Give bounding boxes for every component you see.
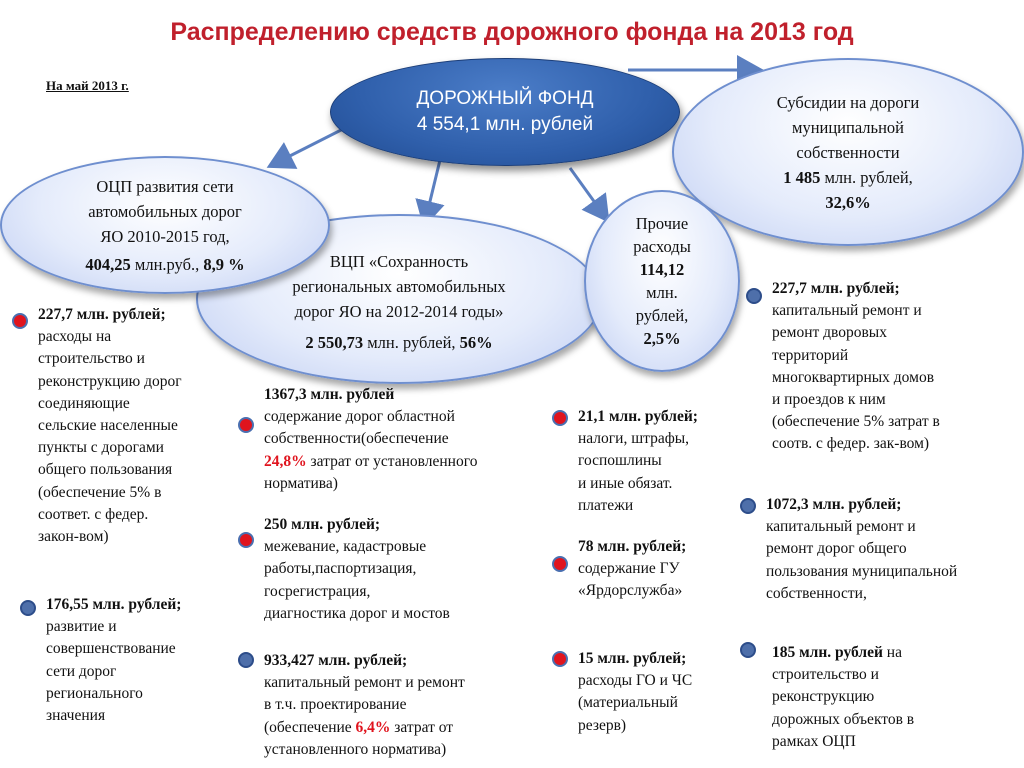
subsidy-item-1-line: и проездов к ним [772, 391, 886, 409]
middle-item-1-line: собственности(обеспечение [264, 430, 449, 448]
vcp-percent: 56% [459, 333, 493, 352]
left-item-1-line: реконструкцию дорог [38, 372, 182, 390]
middle-item-2-amount: 250 млн. рублей; [264, 516, 381, 533]
ocp-line2: автомобильных дорог [88, 201, 242, 221]
middle-item-2-line: работы,паспортизация, [264, 560, 417, 578]
subsidy-item-1-line: капитальный ремонт и [772, 302, 922, 320]
subsidy-item-2-amount: 1072,3 млн. рублей; [766, 496, 902, 513]
middle-item-3 [264, 650, 465, 761]
other-amount: 114,12 [639, 260, 685, 279]
other-item-1 [578, 406, 698, 517]
other-line2: расходы [633, 237, 691, 256]
bullet-blue-dot [740, 498, 756, 514]
subsidy-amount: 1 485 [783, 167, 821, 187]
left-item-2-line: значения [46, 707, 106, 725]
left-item-2-amount: 176,55 млн. рублей; [46, 596, 182, 613]
subsidy-percent: 32,6% [825, 192, 871, 212]
vcp-line2: региональных автомобильных [292, 277, 506, 296]
bullet-blue-dot [238, 652, 254, 668]
subsidy-item-1-line: (обеспечение 5% затрат в [772, 413, 940, 431]
arrow-to-ocp [272, 128, 345, 165]
subsidy-item-2 [766, 494, 957, 605]
subsidy-item-2-line: капитальный ремонт и [766, 518, 916, 536]
subsidy-item-3-line: дорожных объектов в [772, 710, 915, 728]
ocp-line1: ОЦП развития сети [96, 176, 234, 196]
left-item-1-line: общего пользования [38, 461, 173, 479]
other-item-2-line: содержание ГУ [578, 560, 680, 578]
road-fund-amount: 4 554,1 млн. рублей [416, 114, 594, 135]
bullet-blue-dot [20, 600, 36, 616]
other-item-3-amount: 15 млн. рублей; [578, 650, 687, 667]
other-item-1-line: налоги, штрафы, [578, 430, 690, 448]
road-fund-ellipse [330, 58, 680, 166]
subsidy-item-2-line: ремонт дорог общего [766, 540, 907, 558]
middle-item-1-line: норматива) [264, 474, 338, 492]
vcp-line1: ВЦП «Сохранность [329, 252, 469, 271]
other-item-2 [578, 536, 686, 603]
ocp-unit: млн.руб., [130, 254, 204, 274]
middle-item-2-line: диагностика дорог и мостов [264, 604, 450, 622]
left-item-1-line: строительство и [38, 350, 145, 368]
left-item-1-line: (обеспечение 5% в [38, 483, 162, 501]
middle-item-3-line: в т.ч. проектирование [264, 696, 407, 714]
middle-item-3-line: затрат от [390, 718, 454, 736]
middle-item-3-line: капитальный ремонт и ремонт [264, 674, 465, 692]
bullet-red-dot [238, 417, 254, 433]
date-label: На май 2013 г. [46, 78, 129, 93]
subsidy-item-3-amount: 185 млн. рублей [772, 644, 883, 661]
middle-item-2-line: госрегистрация, [264, 582, 371, 600]
middle-item-1-line: затрат от установленного [306, 452, 478, 470]
left-item-2-line: сети дорог [46, 662, 117, 680]
middle-item-3-line: (обеспечение [264, 718, 356, 736]
subsidy-line1: Субсидии на дороги [776, 92, 920, 112]
subsidy-item-1 [772, 278, 940, 456]
other-line1: Прочие [635, 214, 689, 233]
road-fund-title: ДОРОЖНЫЙ ФОНД [416, 88, 594, 109]
other-item-1-amount: 21,1 млн. рублей; [578, 408, 698, 425]
other-line4: рублей, [635, 306, 689, 325]
left-item-1-line: соответ. с федер. [38, 505, 149, 523]
middle-item-3-percent: 6,4% [355, 718, 391, 736]
bullet-red-dot [552, 556, 568, 572]
arrow-to-other [570, 168, 606, 218]
middle-item-3-amount: 933,427 млн. рублей; [264, 652, 408, 669]
subsidy-item-3-line: на [882, 644, 902, 661]
left-item-1-line: пункты с дорогами [38, 439, 164, 457]
middle-item-1 [264, 384, 477, 495]
subsidy-line2: муниципальной [792, 117, 904, 137]
subsidy-item-1-line: территорий [772, 346, 849, 364]
subsidy-item-2-line: собственности, [766, 584, 867, 602]
subsidy-item-3-line: рамках ОЦП [772, 732, 856, 750]
vcp-line3: дорог ЯО на 2012-2014 годы» [294, 302, 504, 321]
arrow-to-vcp [425, 160, 440, 222]
ocp-amount: 404,25 [85, 254, 131, 274]
left-item-1-line: сельские населенные [38, 417, 178, 435]
subsidy-item-1-line: многоквартирных домов [772, 368, 935, 386]
middle-item-1-amount: 1367,3 млн. рублей [264, 386, 395, 403]
subsidy-ellipse [672, 58, 1024, 246]
bullet-blue-dot [740, 642, 756, 658]
ocp-percent: 8,9 % [203, 254, 245, 274]
subsidy-item-3 [772, 642, 914, 753]
subsidy-line3: собственности [796, 142, 900, 162]
bullet-red-dot [552, 410, 568, 426]
other-item-1-line: платежи [578, 496, 634, 514]
left-item-1-line: расходы на [38, 328, 112, 346]
other-item-3-line: расходы ГО и ЧС [578, 672, 693, 690]
ocp-ellipse [0, 156, 330, 294]
ocp-line3: ЯО 2010-2015 год, [100, 226, 230, 246]
middle-item-2-line: межевание, кадастровые [264, 538, 427, 556]
other-line3: млн. [646, 283, 678, 302]
subsidy-item-2-line: пользования муниципальной [766, 562, 958, 580]
other-item-3-line: резерв) [578, 716, 627, 734]
subsidy-item-1-line: соотв. с федер. зак-вом) [772, 435, 930, 453]
bullet-red-dot [238, 532, 254, 548]
left-item-2-line: регионального [46, 684, 143, 702]
other-item-2-line: «Ярдорслужба» [578, 582, 683, 600]
left-item-2-line: развитие и [46, 618, 117, 636]
other-item-3-line: (материальный [578, 694, 678, 712]
left-item-1 [38, 304, 182, 548]
subsidy-item-3-line: строительство и [772, 666, 879, 684]
left-item-1-line: соединяющие [38, 394, 130, 412]
left-item-2 [46, 594, 181, 727]
bullet-blue-dot [746, 288, 762, 304]
subsidy-item-1-amount: 227,7 млн. рублей; [772, 280, 900, 297]
middle-item-3-line: установленного норматива) [264, 740, 447, 758]
subsidy-item-3-line: реконструкцию [772, 688, 875, 706]
other-item-1-line: госпошлины [578, 452, 662, 470]
left-item-2-line: совершенствование [46, 640, 176, 658]
vcp-amount: 2 550,73 [305, 333, 364, 352]
other-item-1-line: и иные обязат. [578, 474, 673, 492]
left-item-1-amount: 227,7 млн. рублей; [38, 306, 166, 323]
subsidy-item-1-line: ремонт дворовых [772, 324, 887, 342]
left-item-1-line: закон-вом) [38, 528, 109, 546]
vcp-unit: млн. рублей, [363, 333, 460, 352]
bullet-red-dot [552, 651, 568, 667]
subsidy-unit: млн. рублей, [820, 167, 913, 187]
bullet-red-dot [12, 313, 28, 329]
middle-item-1-line: содержание дорог областной [264, 408, 455, 426]
other-expenses-ellipse [584, 190, 740, 372]
middle-item-1-percent: 24,8% [264, 452, 307, 470]
page-title: Распределению средств дорожного фонда на 2013 год [170, 18, 854, 46]
middle-item-2 [264, 514, 450, 625]
other-item-3 [578, 648, 692, 737]
other-item-2-amount: 78 млн. рублей; [578, 538, 687, 555]
other-percent: 2,5% [643, 329, 681, 348]
